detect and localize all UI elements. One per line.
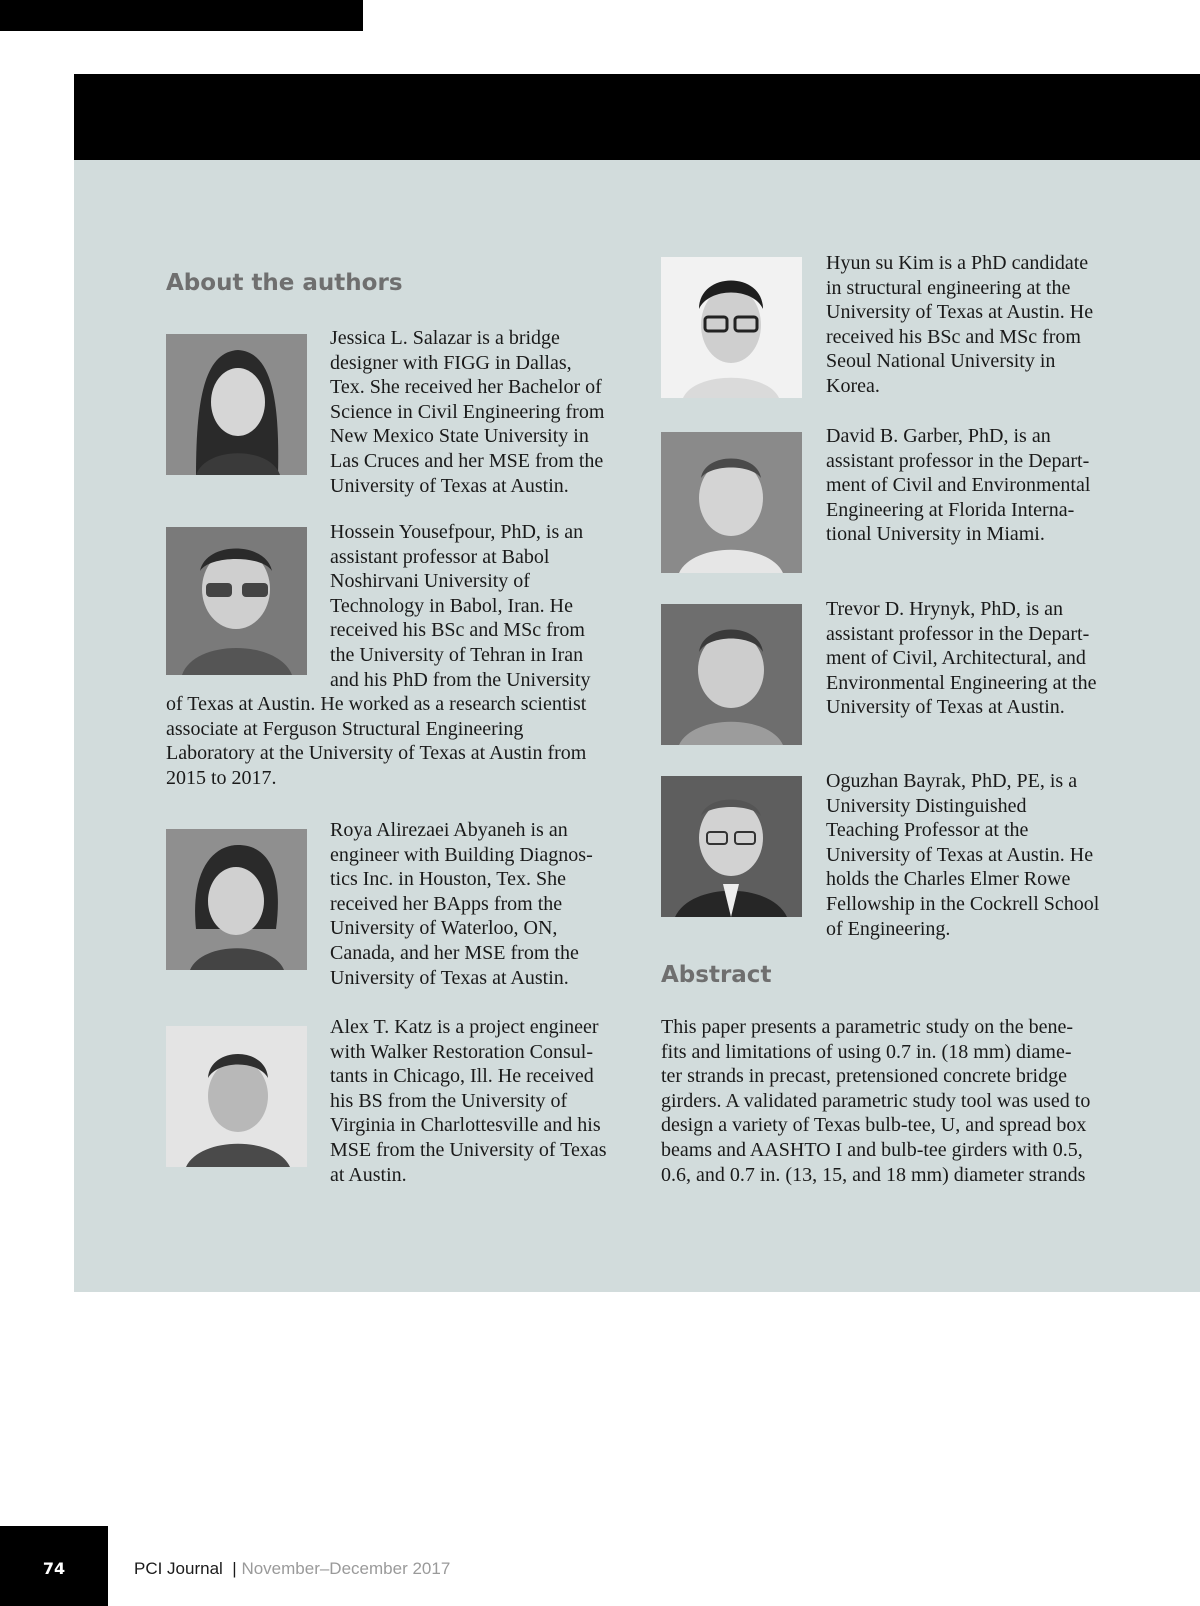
author-bio-katz: Alex T. Katz is a project engineer with Walker Restoration Consul- tants in Chicago, Ill. He received his BS from the University of Virginia in Charlottesville and his MSE from the University of Texas at Austin.	[330, 1016, 607, 1186]
author-bio-bayrak: Oguzhan Bayrak, PhD, PE, is a University Distinguished Teaching Professor at the University of Texas at Austin. He holds the Charles Elmer Rowe Fellowship in the Cockrell School of Engineering.	[826, 770, 1100, 940]
abstract-text: This paper presents a parametric study on the bene- fits and limitations of using 0.7 in. (18 mm) diame- ter strands in precast, pretensioned concrete bridge girders. A validated parametric study tool was used to design a variety of Texas bulb-tee, U, and spread box beams and AASHTO I and bulb-tee girders with 0.5, 0.6, and 0.7 in. (13, 15, and 18 mm) diameter strands	[661, 1016, 1091, 1186]
top-corner-tab	[0, 0, 363, 31]
author-photo-hrynyk	[661, 604, 802, 745]
header-bar	[74, 74, 1200, 160]
issue-date: November–December 2017	[241, 1559, 451, 1578]
about-authors-heading: About the authors	[166, 270, 403, 296]
author-bio-yousefpour-continued: of Texas at Austin. He worked as a research scientist associate at Ferguson Structural Engineering Laboratory at the University of Texas at Austin from 2015 to 2017.	[166, 693, 587, 789]
author-photo-bayrak	[661, 776, 802, 917]
author-bio-salazar: Jessica L. Salazar is a bridge designer with FIGG in Dallas, Tex. She received her Bachelor of Science in Civil Engineering from New Mexico State University in Las Cruces and her MSE from the University of Texas at Austin.	[330, 327, 605, 497]
author-bio-yousefpour: Hossein Yousefpour, PhD, is an assistant professor at Babol Noshirvani University of Technology in Babol, Iran. He received his BSc and MSc from the University of Tehran in Iran and his PhD from the University	[330, 521, 591, 691]
author-photo-yousefpour	[166, 527, 307, 675]
journal-name: PCI Journal	[134, 1559, 223, 1578]
author-photo-salazar	[166, 334, 307, 475]
author-photo-kim	[661, 257, 802, 398]
page-number: 74	[42, 1559, 66, 1578]
author-bio-abyaneh: Roya Alirezaei Abyaneh is an engineer with Building Diagnos- tics Inc. in Houston, Tex. She received her BApps from the University of Waterloo, ON, Canada, and her MSE from the University of Texas at Austin.	[330, 819, 593, 989]
abstract-heading: Abstract	[661, 962, 772, 988]
author-photo-abyaneh	[166, 829, 307, 970]
author-bio-hrynyk: Trevor D. Hrynyk, PhD, is an assistant professor in the Depart- ment of Civil, Architectural, and Environmental Engineering at the University of Texas at Austin.	[826, 598, 1097, 719]
author-photo-katz	[166, 1026, 307, 1167]
footer-running-head	[134, 1559, 450, 1579]
footer-separator: |	[232, 1559, 237, 1578]
author-bio-garber: David B. Garber, PhD, is an assistant professor in the Depart- ment of Civil and Environmental Engineering at Florida Interna- tional University in Miami.	[826, 425, 1091, 546]
author-photo-garber	[661, 432, 802, 573]
author-bio-kim: Hyun su Kim is a PhD candidate in structural engineering at the University of Texas at Austin. He received his BSc and MSc from Seoul National University in Korea.	[826, 252, 1094, 397]
